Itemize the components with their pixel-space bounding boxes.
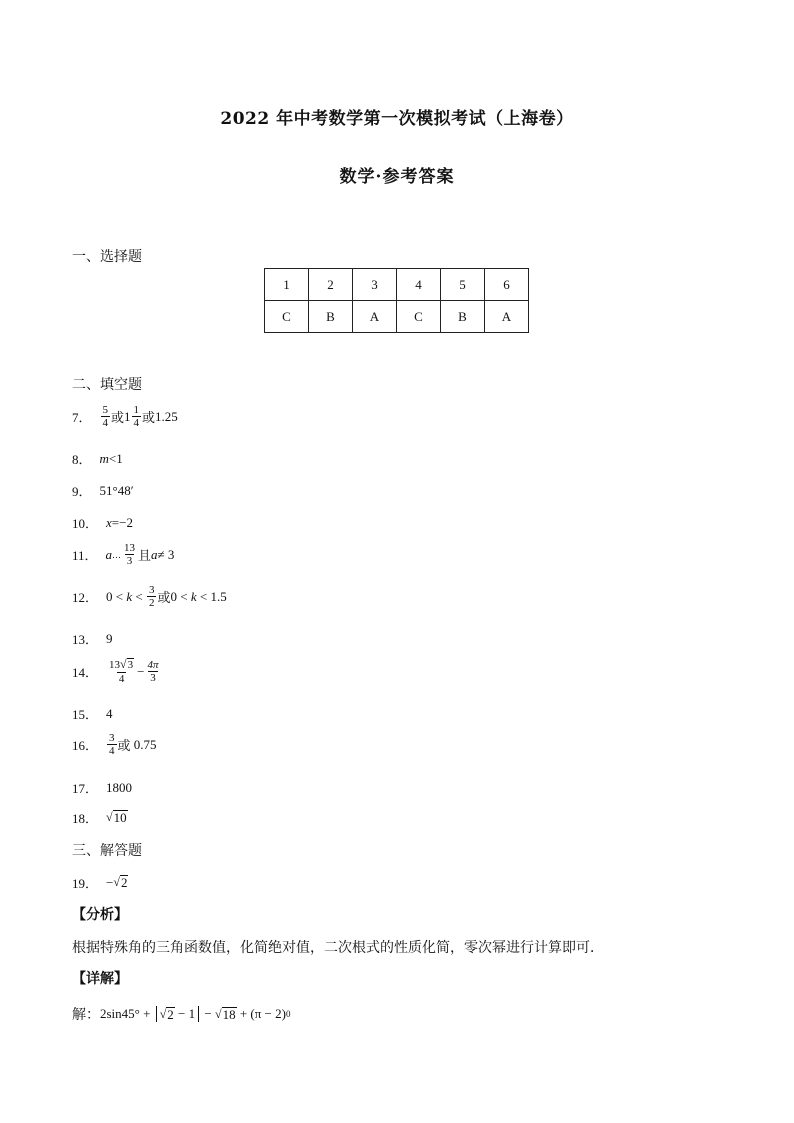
answer-7: [72, 404, 178, 429]
section-fill: 二、填空题: [72, 377, 142, 393]
expression: 4: [106, 705, 113, 721]
minus-sign: −: [106, 874, 114, 890]
expression: 0.75: [130, 736, 157, 752]
fraction: [147, 584, 157, 609]
answer-18: [72, 808, 128, 827]
expression: 9: [106, 630, 113, 646]
section-solve: 三、解答题: [72, 843, 142, 859]
denominator: 4: [118, 673, 125, 685]
expression: −: [201, 1006, 215, 1021]
square-root: [160, 1007, 175, 1022]
answer-8: [72, 449, 123, 468]
denominator: 4: [133, 417, 140, 429]
variable: a: [105, 546, 113, 562]
answer-table: [264, 268, 529, 333]
answer-cell: A: [353, 301, 397, 333]
radical-sign-icon: √: [120, 657, 127, 671]
square-root: [106, 810, 128, 825]
radicand: 2: [120, 875, 128, 890]
denominator: 3: [150, 672, 156, 684]
question-number: 14．: [72, 665, 99, 680]
detail-label: 【详解】: [72, 971, 128, 987]
denominator: 4: [102, 417, 109, 429]
answer-14: [72, 658, 161, 685]
conjunction: 或: [111, 411, 125, 426]
question-number: 7．: [72, 410, 92, 425]
expression: < 1.5: [196, 588, 227, 604]
expression: ≠ 3: [157, 546, 175, 562]
variable: x: [106, 514, 112, 530]
conjunction: 或: [117, 739, 131, 754]
question-number-cell: 3: [353, 269, 397, 301]
numerator: 3: [148, 584, 155, 596]
relation-symbol: …: [112, 549, 122, 560]
answer-19: [72, 873, 128, 892]
expression: <1: [108, 450, 123, 466]
question-number: 13．: [72, 632, 99, 647]
section-choice: 一、选择题: [72, 249, 142, 265]
denominator: 4: [109, 745, 115, 757]
answer-cell: B: [309, 301, 353, 333]
page-subtitle: 数学·参考答案: [339, 167, 455, 187]
exponent: 0: [285, 1009, 291, 1019]
question-number: 9．: [72, 484, 92, 499]
variable: m: [99, 450, 109, 466]
analysis-text: 根据特殊角的三角函数值，化简绝对值，二次根式的性质化简，零次幂进行计算即可．: [72, 940, 604, 956]
detail-expression: [72, 1004, 290, 1024]
numerator: 1: [133, 404, 140, 416]
expression: <: [132, 588, 146, 604]
expression: =−2: [111, 514, 133, 530]
radical-sign-icon: √: [113, 875, 120, 889]
answer-12: [72, 584, 227, 609]
fraction: [145, 659, 160, 684]
answer-cell: C: [265, 301, 309, 333]
conjunction: 或: [157, 591, 171, 606]
expression: 0 <: [106, 588, 127, 604]
radicand: 3: [127, 659, 134, 671]
answer-17: [72, 778, 132, 797]
fraction: [107, 658, 136, 685]
numerator: 13: [124, 542, 136, 554]
square-root: [113, 875, 128, 890]
expression: 51°48′: [99, 482, 134, 498]
radical-sign-icon: √: [159, 1007, 167, 1021]
expression: 2sin45° +: [100, 1006, 154, 1021]
radicand: 18: [222, 1006, 236, 1022]
answer-cell: B: [441, 301, 485, 333]
numerator: 4π: [147, 659, 159, 671]
fraction: [101, 404, 111, 429]
decimal-value: 1.25: [155, 408, 178, 424]
answer-15: [72, 704, 113, 723]
conjunction: 且: [138, 549, 152, 564]
integer-part: 1: [124, 408, 131, 424]
variable: a: [151, 546, 158, 562]
question-number: 19．: [72, 876, 99, 891]
variable: k: [190, 588, 197, 604]
numerator: 5: [102, 404, 109, 416]
question-number: 16．: [72, 738, 99, 753]
radicand: 2: [167, 1007, 174, 1022]
question-number: 15．: [72, 707, 99, 722]
question-number: 11．: [72, 548, 98, 563]
radical-sign-icon: √: [106, 810, 113, 824]
answer-cell: C: [397, 301, 441, 333]
numerator: 3: [109, 732, 115, 744]
numerator: [107, 658, 136, 672]
absolute-value: [156, 1006, 199, 1022]
question-number: 18．: [72, 811, 99, 826]
mixed-number: [124, 404, 142, 429]
expression: + (π − 2): [236, 1006, 286, 1021]
answer-table-number-row: [265, 269, 529, 301]
solution-prefix: 解：: [72, 1007, 100, 1023]
expression: 1800: [106, 779, 133, 795]
denominator: 2: [148, 597, 155, 609]
question-number-cell: 1: [265, 269, 309, 301]
expression: − 1: [174, 1006, 196, 1021]
conjunction: 或: [142, 411, 156, 426]
page-title: 2022 年中考数学第一次模拟考试（上海卷）: [220, 109, 574, 129]
minus-sign: −: [137, 663, 145, 679]
answer-table-answer-row: [265, 301, 529, 333]
question-number: 10．: [72, 516, 99, 531]
denominator: 3: [126, 555, 133, 567]
radicand: 10: [113, 810, 127, 825]
question-number-cell: 6: [485, 269, 529, 301]
radical-sign-icon: √: [214, 1006, 222, 1021]
question-number-cell: 4: [397, 269, 441, 301]
coefficient: 13: [109, 659, 121, 671]
expression: 0 <: [170, 588, 191, 604]
fraction: [132, 404, 142, 429]
answer-9: [72, 481, 134, 500]
answer-10: [72, 513, 133, 532]
analysis-label: 【分析】: [72, 907, 128, 923]
answer-13: [72, 629, 113, 648]
question-number-cell: 5: [441, 269, 485, 301]
fraction: [107, 732, 117, 757]
square-root: [215, 1007, 237, 1022]
answer-16: [72, 732, 157, 757]
answer-11: [72, 542, 174, 567]
question-number: 17．: [72, 781, 99, 796]
question-number: 8．: [72, 452, 92, 467]
variable: k: [126, 588, 133, 604]
fraction: [122, 542, 137, 567]
square-root: [120, 658, 134, 672]
answer-cell: A: [485, 301, 529, 333]
question-number-cell: 2: [309, 269, 353, 301]
question-number: 12．: [72, 590, 99, 605]
